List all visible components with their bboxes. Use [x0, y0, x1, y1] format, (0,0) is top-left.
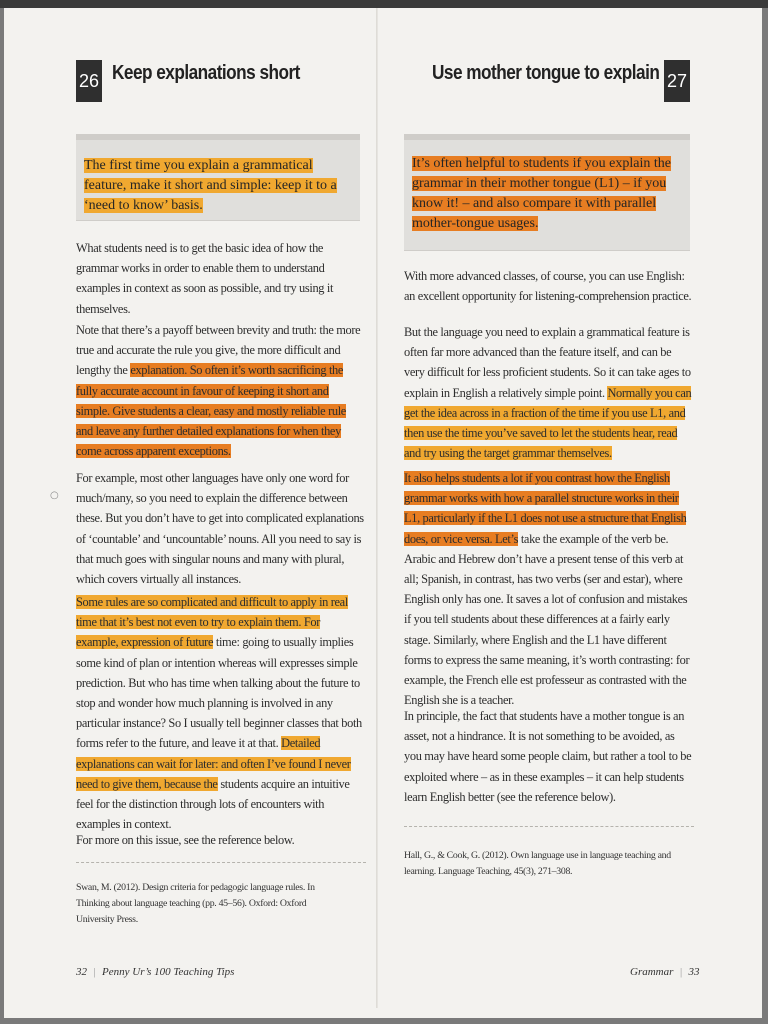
reference-divider	[76, 862, 366, 863]
paragraph-3: For example, most other languages have only one word for much/many, so you need to explain the difference between these. But you don’t have to get into complicated explanations of ‘countable’ and ‘uncountable’ nouns. All you need to say is that much goes with singular nouns and many with plural, which covers virtually all instances.	[76, 471, 364, 587]
binding-hole-icon: ○	[50, 490, 59, 501]
reference-right: Hall, G., & Cook, G. (2012). Own language use in language teaching and learning. Language Teaching, 45(3), 271–308.	[404, 850, 671, 877]
paragraph-3-right: It also helps students a lot if you contrast how the English grammar works with how a parallel structure works in their L1, particularly if the L1 does not use a structure that English does, or vice versa. Let’s take the example of the verb be. Arabic and Hebrew don’t have a present tense of this verb at all; Spanish, in contrast, has two verbs (ser and estar), where English only has one. It saves a lot of confusion and mistakes if you tell students about these differences at a fairly early stage. Similarly, where English and the L1 have different forms to express the same meaning, it’s worth contrasting: for example, the French elle est professeur as contrasted with the English she is a teacher.	[404, 471, 690, 708]
page-title-right: Use mother tongue to explain	[432, 62, 660, 84]
footer-right: Grammar | 33	[630, 966, 700, 978]
book-gutter	[376, 8, 378, 1008]
scan-top-edge	[0, 0, 768, 8]
footer-left: 32 | Penny Ur’s 100 Teaching Tips	[76, 966, 235, 978]
paragraph-4-right: In principle, the fact that students have a mother tongue is an asset, not a hindrance. It is not something to be avoided, as you may have heard some people claim, but rather a tool to be exploited where – as in these examples – it can help students learn English better (see the reference below).	[404, 709, 692, 804]
paragraph-5: For more on this issue, see the reference below.	[76, 833, 295, 847]
tip-number-badge-right: 27	[664, 60, 690, 102]
lead-text: The first time you explain a grammatical feature, make it short and simple: keep it to a ‘need to know’ basis.	[84, 158, 337, 213]
lead-text-right: It’s often helpful to students if you explain the grammar in their mother tongue (L1) – if you know it! – and also compare it with parallel mother-tongue usages.	[412, 156, 671, 231]
page-title: Keep explanations short	[112, 62, 300, 84]
reference-divider-right	[404, 826, 694, 827]
paragraph-1: What students need is to get the basic idea of how the grammar works in order to enable them to understand examples in context as soon as possible, and try using it themselves.	[76, 241, 334, 316]
paragraph-2: Note that there’s a payoff between brevity and truth: the more true and accurate the rule you give, the more difficult and lengthy the explanation. So often it’s worth sacrificing the fully accurate account in favour of keeping it short and simple. Give students a clear, easy and mostly reliable rule and leave any further detailed explanations for when they come across apparent exceptions.	[76, 323, 361, 459]
paragraph-1-right: With more advanced classes, of course, you can use English: an excellent opportunity for listening-comprehension practice.	[404, 269, 692, 304]
tip-number-badge: 26	[76, 60, 102, 102]
reference: Swan, M. (2012). Design criteria for pedagogic language rules. In Thinking about language teaching (pp. 45–56). Oxford: Oxford University Press.	[76, 882, 315, 925]
paragraph-4: Some rules are so complicated and difficult to apply in real time that it’s best not even to try to explain them. For example, expression of future time: going to usually implies some kind of plan or intention whereas will expresses simple prediction. But who has time when talking about the future to stop and wonder how much planning is involved in any particular instance? So I usually tell beginner classes that both forms refer to the future, and leave it at that. Detailed explanations can wait for later: and often I’ve found I never need to give them, because the students acquire an intuitive feel for the distinction through lots of encounters with examples in context.	[76, 595, 362, 832]
paragraph-2-right: But the language you need to explain a grammatical feature is often far more advanced than the feature itself, and can be very difficult for less proficient students. So it can take ages to explain in English a relatively simple point. Normally you can get the idea across in a fraction of the time if you use L1, and then use the time you’ve saved to let the students hear, read and try using the target grammar themselves.	[404, 325, 692, 461]
